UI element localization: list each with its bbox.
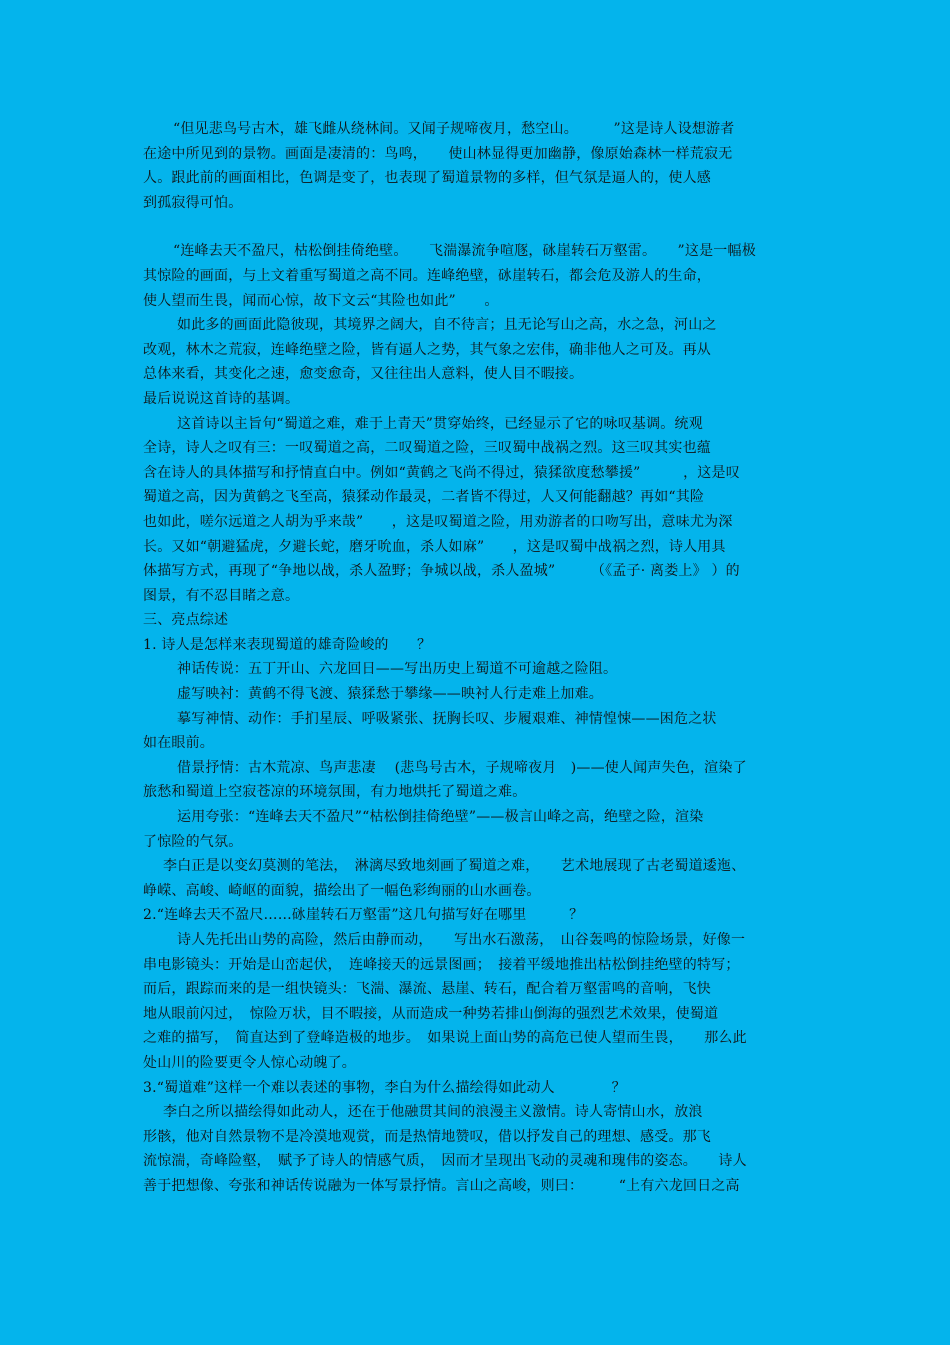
section-heading: 三、亮点综述 [143, 612, 229, 629]
text-line: 到孤寂得可怕。 [143, 194, 243, 211]
text-line: 如此多的画面此隐彼现，其境界之阔大，自不待言；且无论写山之高，水之急，河山之 [177, 317, 717, 334]
text-line: 使人望而生畏，闻而心惊，故下文云“其险也如此” 。 [143, 292, 499, 309]
text-line: 体描写方式，再现了“争地以战，杀人盈野；争城以战，杀人盈城” （《孟子· 离娄上》 ）的 [143, 563, 740, 580]
text-line: 长。又如“朝避猛虎，夕避长蛇，磨牙吮血，杀人如麻” ，这是叹蜀中战祸之烈，诗人用具 [143, 538, 726, 555]
question-heading: 1. 诗人是怎样来表现蜀道的雄奇险峻的 ？ [143, 636, 432, 653]
text-line: 运用夸张：“连峰去天不盈尺”“枯松倒挂倚绝壁”——极言山峰之高，绝壁之险，渲染 [177, 809, 704, 826]
text-line: 蜀道之高，因为黄鹤之飞至高，猿猱动作最灵，二者皆不得过，人又何能翻越？再如“其险 [143, 489, 705, 506]
text-line: “但见悲鸟号古木，雄飞雌从绕林间。又闻子规啼夜月，愁空山。 ”这是诗人设想游者 [173, 121, 735, 137]
text-line: 人。跟此前的画面相比，色调是变了，也表现了蜀道景物的多样，但气氛是逼人的，使人感 [143, 170, 711, 187]
text-line: 也如此，嗟尔远道之人胡为乎来哉” ，这是叹蜀道之险，用劝游者的口吻写出，意味尤为深 [143, 513, 733, 530]
text-line: 最后说说这首诗的基调。 [143, 390, 300, 407]
text-line: “连峰去天不盈尺，枯松倒挂倚绝壁。 飞湍瀑流争喧豗，砯崖转石万壑雷。 ”这是一幅极 [173, 243, 756, 260]
text-line: 总体来看，其变化之速，愈变愈奇，又往往出人意料，使人目不暇接。 [143, 366, 584, 383]
text-line: 诗人先托出山势的高险，然后由静而动， 写出水石激荡， 山谷轰鸣的惊险场景，好像一 [177, 932, 746, 948]
text-line: 李白之所以描绘得如此动人，还在于他融贯其间的浪漫主义激情。诗人寄情山水，放浪 [163, 1104, 703, 1121]
text-line: 其惊险的画面，与上文着重写蜀道之高不同。连峰绝壁，砯崖转石，都会危及游人的生命， [143, 267, 711, 284]
text-line: 之难的描写， 简直达到了登峰造极的地步。 如果说上面山势的高危已使人望而生畏， 那么此 [143, 1030, 747, 1047]
text-line: 李白正是以变幻莫测的笔法， 淋漓尽致地刻画了蜀道之难， 艺术地展现了古老蜀道逶迤、 [163, 858, 746, 875]
text-line: 全诗，诗人之叹有三：一叹蜀道之高，二叹蜀道之险，三叹蜀中战祸之烈。这三叹其实也蕴 [143, 440, 711, 457]
text-line: 含在诗人的具体描写和抒情直白中。例如“黄鹤之飞尚不得过，猿猱欲度愁攀援” ，这是叹 [143, 464, 740, 481]
text-line: 流惊湍，奇峰险壑， 赋予了诗人的情感气质， 因而才呈现出飞动的灵魂和瑰伟的姿态。 诗人 [143, 1153, 747, 1170]
text-line: 旅愁和蜀道上空寂苍凉的环境氛围，有力地烘托了蜀道之难。 [143, 784, 527, 801]
text-line: 虚写映衬：黄鹤不得飞渡、猿猱愁于攀缘——映衬人行走难上加难。 [177, 686, 603, 703]
text-line: 改观，林木之荒寂，连峰绝壁之险，皆有逼人之势，其气象之宏伟，确非他人之可及。再从 [143, 341, 711, 358]
text-line: 图景，有不忍目睹之意。 [143, 587, 300, 604]
paragraph-gap [143, 215, 808, 239]
text-line: 峥嵘、高峻、崎岖的面貌，描绘出了一幅色彩绚丽的山水画卷。 [143, 882, 541, 899]
text-line: 形骸，他对自然景物不是冷漠地观赏，而是热情地赞叹，借以抒发自己的理想、感受。那飞 [143, 1128, 711, 1145]
document-body [143, 117, 808, 1199]
text-line: 借景抒情：古木荒凉、鸟声悲凄 (悲鸟号古木，子规啼夜月 )——使人闻声失色，渲染了 [177, 759, 747, 776]
question-heading: 3.“蜀道难”这样一个难以表述的事物，李白为什么描绘得如此动人 ？ [143, 1079, 626, 1096]
question-heading: 2.“连峰去天不盈尺……砯崖转石万壑雷”这几句描写好在哪里 ？ [143, 907, 584, 924]
text-line: 在途中所见到的景物。画面是凄清的：鸟鸣， 使山林显得更加幽静，像原始森林一样荒寂无 [143, 145, 733, 162]
text-line: 地从眼前闪过， 惊险万状，目不暇接，从而造成一种势若排山倒海的强烈艺术效果，使蜀道 [143, 1005, 719, 1022]
text-line: 如在眼前。 [143, 735, 214, 752]
text-line: 这首诗以主旨句“蜀道之难，难于上青天”贯穿始终，已经显示了它的咏叹基调。统观 [177, 415, 703, 432]
text-line: 而后，跟踪而来的是一组快镜头：飞湍、瀑流、悬崖、转石，配合着万壑雷鸣的音响，飞快 [143, 981, 711, 998]
text-line: 善于把想像、夸张和神话传说融为一体写景抒情。言山之高峻，则曰： “上有六龙回日之高 [143, 1177, 740, 1194]
text-line: 串电影镜头：开始是山峦起伏， 连峰接天的远景图画； 接着平缓地推出枯松倒挂绝壁的特写； [143, 956, 740, 973]
text-line: 处山川的险要更令人惊心动魄了。 [143, 1054, 356, 1071]
text-line: 摹写神情、动作：手扪星辰、呼吸紧张、抚胸长叹、步履艰难、神情惶悚——困危之状 [177, 710, 717, 727]
text-line: 神话传说：五丁开山、六龙回日——写出历史上蜀道不可逾越之险阻。 [177, 661, 618, 678]
text-line: 了惊险的气氛。 [143, 833, 243, 850]
